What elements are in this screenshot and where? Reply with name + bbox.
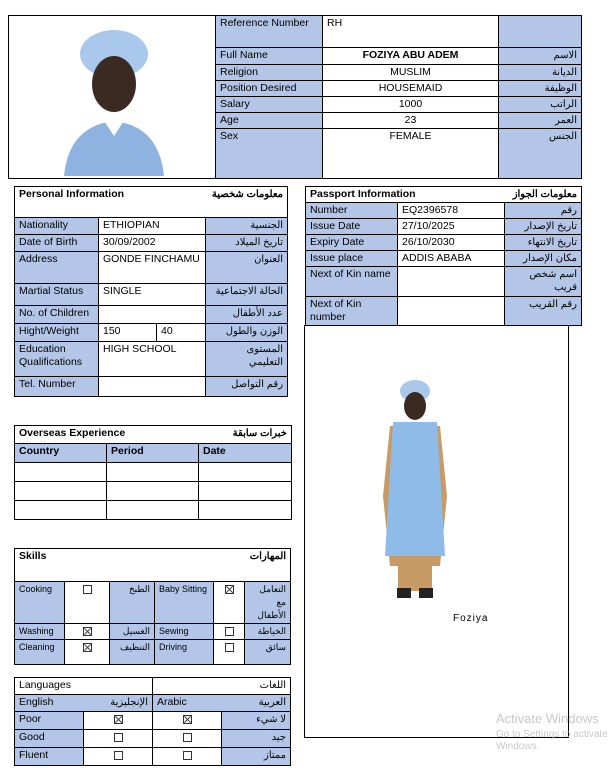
photo-caption: Foziya — [453, 613, 489, 624]
english-level-checkbox[interactable] — [84, 712, 153, 730]
skill-label: Baby Sitting — [155, 582, 214, 624]
field-value: ETHIOPIAN — [99, 218, 206, 235]
field-label: Issue place — [306, 251, 398, 267]
field-label: Date of Birth — [15, 235, 99, 252]
unchecked-box-icon[interactable] — [183, 733, 192, 742]
field-value — [99, 377, 206, 397]
english-level-checkbox[interactable] — [84, 730, 153, 748]
field-label: Salary — [216, 97, 323, 113]
table-row — [216, 16, 582, 48]
field-value — [398, 267, 505, 297]
field-value — [99, 306, 206, 324]
skills-title: Skills — [15, 549, 155, 582]
field-value: GONDE FINCHAMU — [99, 252, 206, 284]
table-row — [15, 284, 288, 306]
field-label-ar: الراتب — [499, 97, 582, 113]
field-label: Next of Kin name — [306, 267, 398, 297]
field-value: HIGH SCHOOL — [99, 342, 206, 377]
field-label-ar: تاريخ الانتهاء — [505, 235, 582, 251]
skill-label-ar: الطبخ — [110, 582, 155, 624]
table-row — [15, 730, 291, 748]
personal-info-table — [14, 186, 288, 397]
field-label-ar — [499, 16, 582, 48]
table-row — [15, 377, 288, 397]
field-label-ar: تاريخ الإصدار — [505, 219, 582, 235]
field-value: RH — [323, 16, 499, 48]
level-label: Good — [15, 730, 84, 748]
skills-title-ar: المهارات — [155, 549, 291, 582]
field-label-ar: الجنسية — [206, 218, 288, 235]
field-value: FEMALE — [323, 129, 499, 179]
activation-watermark-title: Activate Windows — [496, 711, 599, 726]
field-label-ar: عدد الأطفال — [206, 306, 288, 324]
skill-label: Sewing — [155, 624, 214, 640]
unchecked-box-icon[interactable] — [225, 627, 234, 636]
table-row — [15, 640, 291, 665]
field-label: Martial Status — [15, 284, 99, 306]
field-label-ar: رقم — [505, 203, 582, 219]
field-label: Full Name — [216, 48, 323, 65]
field-value — [398, 297, 505, 326]
table-row — [15, 624, 291, 640]
field-label-ar: الحالة الاجتماعية — [206, 284, 288, 306]
full-body-photo — [305, 326, 568, 737]
table-row — [15, 324, 288, 342]
table-row — [15, 712, 291, 730]
table-row — [306, 267, 582, 297]
field-value: HOUSEMAID — [323, 81, 499, 97]
table-row — [15, 306, 288, 324]
field-label: Age — [216, 113, 323, 129]
table-row — [15, 235, 288, 252]
personal-title-ar: معلومات شخصية — [157, 187, 288, 218]
arabic-label: Arabic — [153, 695, 222, 712]
languages-table — [14, 677, 291, 766]
field-label: Hight/Weight — [15, 324, 99, 342]
field-label: Nationality — [15, 218, 99, 235]
field-value: 30/09/2002 — [99, 235, 206, 252]
field-label-ar: الوظيفة — [499, 81, 582, 97]
arabic-label-ar: العربية — [222, 695, 291, 712]
table-row — [216, 97, 582, 113]
level-label-ar: جيد — [222, 730, 291, 748]
table-row — [306, 251, 582, 267]
table-row — [306, 203, 582, 219]
skill-label-ar: الخياطة — [245, 624, 291, 640]
profile-photo-frame — [8, 15, 216, 179]
field-label: Position Desired — [216, 81, 323, 97]
field-label-ar: الديانة — [499, 65, 582, 81]
unchecked-box-icon[interactable] — [225, 643, 234, 652]
skill-label-ar: التنظيف — [110, 640, 155, 665]
skill-checkbox[interactable] — [214, 624, 245, 640]
checked-box-icon[interactable] — [225, 585, 234, 594]
level-label: Poor — [15, 712, 84, 730]
field-value: EQ2396578 — [398, 203, 505, 219]
field-value: ADDIS ABABA — [398, 251, 505, 267]
field-label: Address — [15, 252, 99, 284]
table-row — [306, 297, 582, 326]
table-row — [15, 582, 291, 624]
arabic-level-checkbox[interactable] — [153, 730, 222, 748]
skill-label: Cleaning — [15, 640, 65, 665]
field-label-ar: الاسم — [499, 48, 582, 65]
english-label-ar: الإنجليزية — [84, 695, 153, 712]
field-value: SINGLE — [99, 284, 206, 306]
unchecked-box-icon[interactable] — [183, 751, 192, 760]
overseas-title: Overseas Experience — [15, 426, 199, 444]
english-label: English — [15, 695, 84, 712]
field-value: 26/10/2030 — [398, 235, 505, 251]
checked-box-icon[interactable] — [83, 643, 92, 652]
overseas-title-ar: خبرات سابقة — [199, 426, 292, 444]
field-value: 1000 — [323, 97, 499, 113]
field-label: Number — [306, 203, 398, 219]
field-label-ar: المستوى التعليمي — [206, 342, 288, 377]
unchecked-box-icon[interactable] — [114, 751, 123, 760]
table-row — [15, 748, 291, 766]
skill-checkbox[interactable] — [214, 640, 245, 665]
field-label: Religion — [216, 65, 323, 81]
overseas-experience-table — [14, 425, 292, 520]
field-label: Sex — [216, 129, 323, 179]
field-label-ar: الوزن والطول — [206, 324, 288, 342]
passport-title-ar: معلومات الجواز — [505, 187, 582, 203]
table-row — [15, 342, 288, 377]
profile-photo — [9, 16, 215, 178]
field-label-ar: مكان الإصدار — [505, 251, 582, 267]
full-photo-frame — [304, 325, 569, 738]
table-row — [15, 463, 292, 482]
table-row — [15, 218, 288, 235]
table-row — [216, 113, 582, 129]
personal-title: Personal Information — [15, 187, 157, 218]
field-value: 150 — [99, 324, 157, 342]
field-label: Expiry Date — [306, 235, 398, 251]
field-value: 27/10/2025 — [398, 219, 505, 235]
skill-label-ar: سائق — [245, 640, 291, 665]
table-row — [306, 219, 582, 235]
field-value-2: 40 — [157, 324, 206, 342]
field-label-ar: اسم شخص قريب — [505, 267, 582, 297]
skill-checkbox[interactable] — [65, 624, 110, 640]
skill-checkbox[interactable] — [65, 582, 110, 624]
level-label: Fluent — [15, 748, 84, 766]
arabic-level-checkbox[interactable] — [153, 748, 222, 766]
skill-label-ar: التعامل مع الأطفال — [245, 582, 291, 624]
field-label-ar: رقم التواصل — [206, 377, 288, 397]
activation-watermark-subtitle: Go to Settings to activate Windows. — [496, 729, 608, 752]
english-level-checkbox[interactable] — [84, 748, 153, 766]
field-label: Reference Number — [216, 16, 323, 48]
skill-label: Cooking — [15, 582, 65, 624]
checked-box-icon[interactable] — [83, 627, 92, 636]
main-info-table — [215, 15, 582, 179]
level-label-ar: ممتاز — [222, 748, 291, 766]
table-row — [15, 501, 292, 520]
table-row — [216, 129, 582, 179]
skill-label: Driving — [155, 640, 214, 665]
unchecked-box-icon[interactable] — [83, 585, 92, 594]
field-value: MUSLIM — [323, 65, 499, 81]
field-label-ar: العنوان — [206, 252, 288, 284]
field-label-ar: الجنس — [499, 129, 582, 179]
skill-checkbox[interactable] — [65, 640, 110, 665]
skill-label: Washing — [15, 624, 65, 640]
unchecked-box-icon[interactable] — [114, 733, 123, 742]
languages-title: Languages — [15, 678, 153, 695]
passport-title: Passport Information — [306, 187, 505, 203]
col-period: Period — [107, 444, 199, 463]
skills-table — [14, 548, 291, 665]
col-country: Country — [15, 444, 107, 463]
table-row — [15, 252, 288, 284]
level-label-ar: لا شيء — [222, 712, 291, 730]
skill-checkbox[interactable] — [214, 582, 245, 624]
arabic-level-checkbox[interactable] — [153, 712, 222, 730]
table-row — [216, 81, 582, 97]
field-label: Issue Date — [306, 219, 398, 235]
field-label: Tel. Number — [15, 377, 99, 397]
field-label: Education Qualifications — [15, 342, 99, 377]
checked-box-icon[interactable] — [183, 715, 192, 724]
languages-title-ar: اللغات — [153, 678, 291, 695]
table-row — [216, 65, 582, 81]
field-label: Next of Kin number — [306, 297, 398, 326]
table-row — [216, 48, 582, 65]
field-value: FOZIYA ABU ADEM — [323, 48, 499, 65]
field-label-ar: العمر — [499, 113, 582, 129]
skill-label-ar: الغسيل — [110, 624, 155, 640]
col-date: Date — [199, 444, 292, 463]
field-label-ar: تاريخ الميلاد — [206, 235, 288, 252]
field-value: 23 — [323, 113, 499, 129]
field-label-ar: رقم القريب — [505, 297, 582, 326]
checked-box-icon[interactable] — [114, 715, 123, 724]
table-row — [15, 482, 292, 501]
field-label: No. of Children — [15, 306, 99, 324]
passport-info-table — [305, 186, 582, 326]
table-row — [306, 235, 582, 251]
